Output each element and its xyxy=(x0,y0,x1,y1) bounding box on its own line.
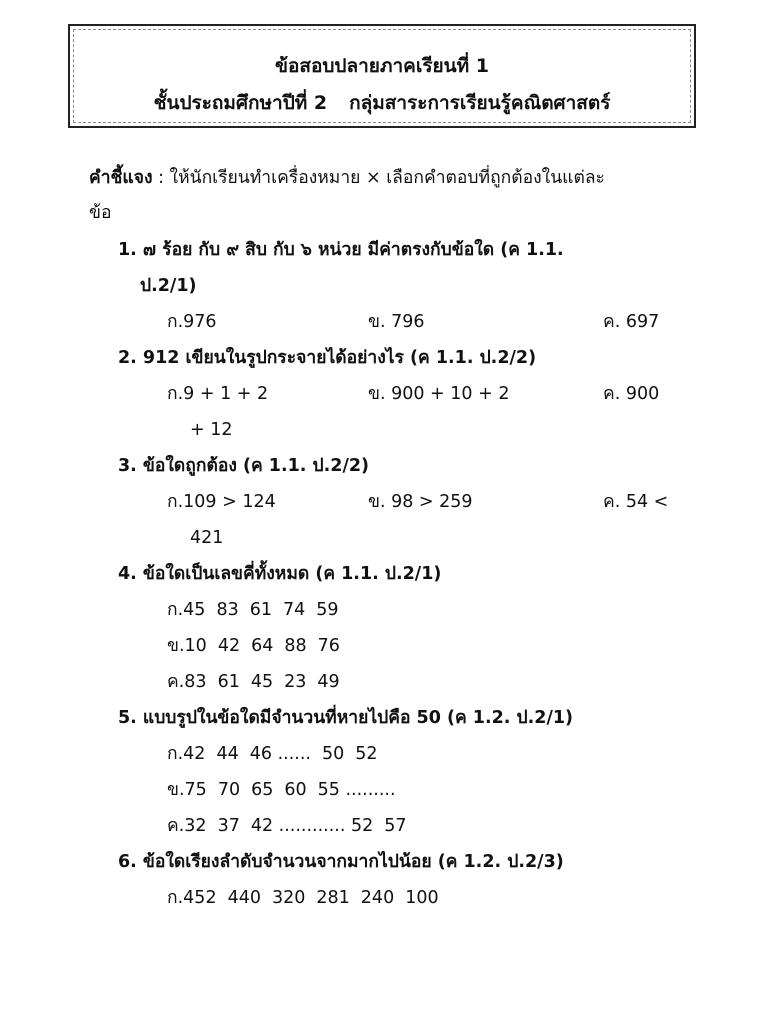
q4-choice-c[interactable] xyxy=(167,674,351,692)
q4-choice-a[interactable] xyxy=(167,602,350,620)
choice-prefix: ค. xyxy=(167,672,185,692)
q2-choice-b[interactable]: ข. 900 + 10 + 2 xyxy=(368,384,510,404)
q3-choice-c[interactable]: ค. 54 < xyxy=(603,492,669,512)
choice-prefix: ข. xyxy=(167,636,185,656)
number: 57 xyxy=(384,816,407,836)
question-4: 4. ข้อใดเป็นเลขคี่ทั้งหมด (ค 1.1. ป.2/1) xyxy=(118,564,442,584)
choice-prefix: ก. xyxy=(167,744,184,764)
q2-choice-a[interactable]: ก.9 + 1 + 2 xyxy=(167,384,269,404)
choice-prefix: ค. xyxy=(167,816,185,836)
q3-choice-c-cont: 421 xyxy=(190,528,224,548)
q1-choice-b[interactable]: ข. 796 xyxy=(368,312,425,332)
number: 46 ...... xyxy=(249,744,311,764)
number: 70 xyxy=(217,780,241,800)
choice-prefix: ก. xyxy=(167,888,184,908)
q5-choice-b[interactable] xyxy=(167,782,407,800)
number: 61 xyxy=(249,600,273,620)
number: 52 xyxy=(355,744,378,764)
number: 74 xyxy=(283,600,306,620)
exam-title: ข้อสอบปลายภาคเรียนที่ 1 xyxy=(274,55,490,77)
q3-choice-a[interactable]: ก.109 > 124 xyxy=(167,492,276,512)
header-box xyxy=(68,24,696,128)
number: 45 xyxy=(183,600,206,620)
number: 320 xyxy=(271,888,306,908)
number: 49 xyxy=(317,672,340,692)
number: 42 ............ 52 xyxy=(250,816,374,836)
number: 50 xyxy=(321,744,345,764)
q2-choice-c-cont: + 12 xyxy=(190,420,233,440)
q5-choice-a[interactable] xyxy=(167,746,389,764)
number: 440 xyxy=(227,888,261,908)
instructions xyxy=(89,170,605,188)
q4-choice-b[interactable] xyxy=(167,638,351,656)
number: 32 xyxy=(184,816,207,836)
number: 83 xyxy=(184,672,207,692)
q1-choice-a[interactable]: ก.976 xyxy=(167,312,217,332)
instructions-text-cont: ข้อ xyxy=(89,203,112,223)
instructions-label: คำชี้แจง xyxy=(89,168,153,188)
number: 44 xyxy=(216,744,239,764)
number: 42 xyxy=(217,636,241,656)
question-2: 2. 912 เขียนในรูปกระจายได้อย่างไร (ค 1.1. ป.2/2) xyxy=(118,348,537,368)
exam-subtitle xyxy=(70,88,694,118)
number: 100 xyxy=(405,888,439,908)
question-5: 5. แบบรูปในข้อใดมีจำนวนที่หายไปคือ 50 (ค 1.2. ป.2/1) xyxy=(118,708,574,728)
number: 88 xyxy=(284,636,307,656)
number: 55 ......... xyxy=(317,780,396,800)
q6-choice-a[interactable] xyxy=(167,890,450,908)
subject-label: กลุ่มสาระการเรียนรู้คณิตศาสตร์ xyxy=(349,92,611,114)
number: 23 xyxy=(284,672,307,692)
question-1-cont: ป.2/1) xyxy=(140,276,197,296)
number: 65 xyxy=(251,780,274,800)
number: 240 xyxy=(360,888,395,908)
question-1: 1. ๗ ร้อย กับ ๙ สิบ กับ ๖ หน่วย มีค่าตรงกับข้อใด (ค 1.1. xyxy=(118,240,564,260)
number: 76 xyxy=(317,636,340,656)
number: 37 xyxy=(217,816,240,836)
q1-choice-c[interactable]: ค. 697 xyxy=(603,312,660,332)
number: 83 xyxy=(216,600,239,620)
q3-choice-b[interactable]: ข. 98 > 259 xyxy=(368,492,473,512)
instructions-text: : ให้นักเรียนทำเครื่องหมาย × เลือกคำตอบที่ถูกต้องในแต่ละ xyxy=(152,168,605,188)
number: 45 xyxy=(250,672,274,692)
number: 59 xyxy=(316,600,339,620)
number: 10 xyxy=(184,636,207,656)
number: 452 xyxy=(183,888,217,908)
grade-label: ชั้นประถมศึกษาปีที่ 2 xyxy=(153,92,328,114)
number: 75 xyxy=(184,780,207,800)
q2-choice-c[interactable]: ค. 900 xyxy=(603,384,660,404)
number: 60 xyxy=(284,780,307,800)
number: 61 xyxy=(217,672,240,692)
number: 42 xyxy=(183,744,206,764)
question-3: 3. ข้อใดถูกต้อง (ค 1.1. ป.2/2) xyxy=(118,456,370,476)
number: 64 xyxy=(251,636,274,656)
choice-prefix: ก. xyxy=(167,600,184,620)
q5-choice-c[interactable] xyxy=(167,818,418,836)
choice-prefix: ข. xyxy=(167,780,185,800)
question-6: 6. ข้อใดเรียงลำดับจำนวนจากมากไปน้อย (ค 1.2. ป.2/3) xyxy=(118,852,564,872)
number: 281 xyxy=(316,888,350,908)
